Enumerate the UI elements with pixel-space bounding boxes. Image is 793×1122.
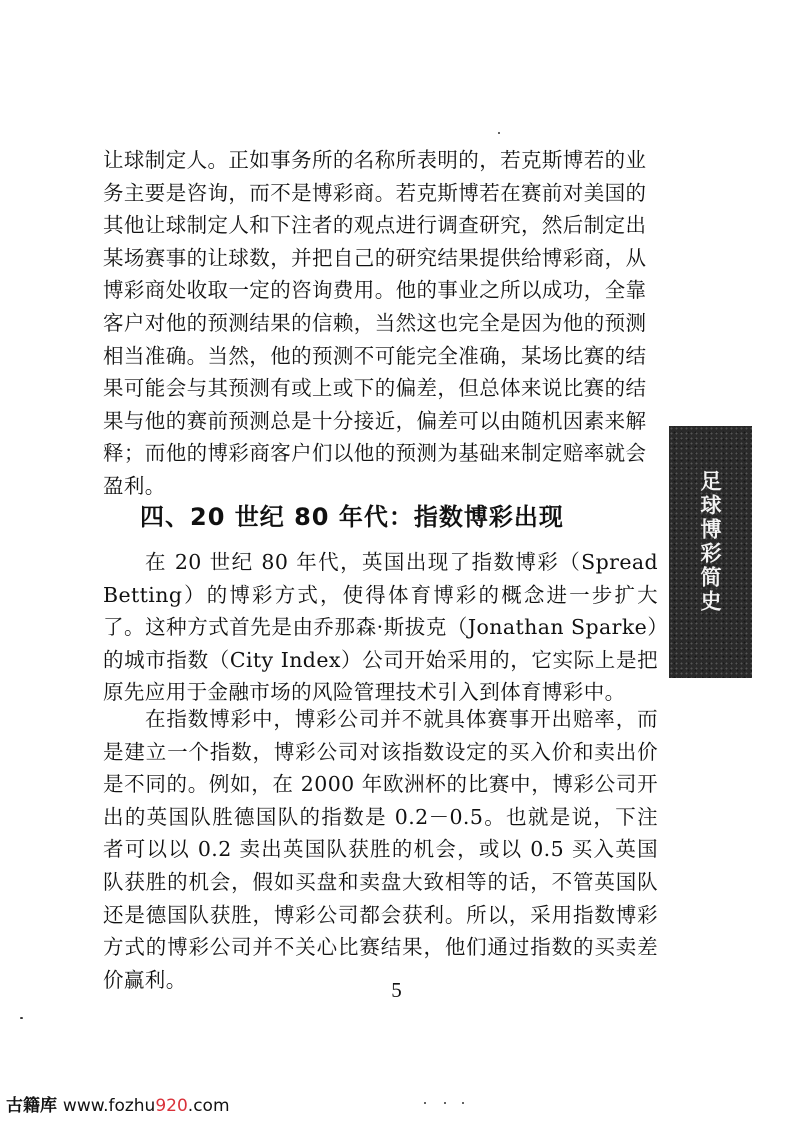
page-number: 5	[391, 978, 402, 1002]
side-tab-title	[669, 470, 752, 670]
paragraph-3: 在指数博彩中，博彩公司并不就具体赛事开出赔率，而是建立一个指数，博彩公司对该指数设定的买入价和卖出价是不同的。例如，在 2000 年欧洲杯的比赛中，博彩公司开出的英国队胜德国队的指数是 0.2－0.5。也就是说，下注者可以以 0.2 卖出英国队获胜的机会，或以 0.5 买入英国队获胜的机会，假如买盘和卖盘大致相等的话，不管英国队还是德国队获胜，博彩公司都会获利。所以，采用指数博彩方式的博彩公司并不关心比赛结果，他们通过指数的买卖差价赢利。	[103, 707, 658, 992]
scan-speck	[498, 132, 500, 134]
section-heading: 四、20 世纪 80 年代：指数博彩出现	[140, 503, 564, 531]
paragraph-1-line: 果可能会与其预测有或上或下的偏差，但总体来说比赛的结	[103, 376, 647, 401]
paragraph-1-line: 博彩商处收取一定的咨询费用。他的事业之所以成功，全靠	[103, 278, 647, 303]
watermark-url-prefix: www.fozhu	[62, 1096, 156, 1116]
paragraph-1-line: 相当准确。当然，他的预测不可能完全准确，某场比赛的结	[103, 343, 647, 368]
scan-speck	[444, 1102, 446, 1104]
paragraph-1	[103, 144, 658, 503]
watermark-url-number: 920	[155, 1096, 188, 1116]
watermark-brand: 古籍库	[6, 1096, 57, 1116]
paragraph-1-line: 盈利。	[103, 473, 166, 498]
paragraph-1-line: 让球制定人。正如事务所的名称所表明的，若克斯博若的业	[103, 148, 647, 172]
paragraph-1-line: 其他让球制定人和下注者的观点进行调查研究，然后制定出	[103, 213, 647, 238]
side-tab-title-text: 足球博彩简史	[698, 470, 723, 614]
scan-speck	[424, 1102, 426, 1104]
scan-speck	[462, 1102, 464, 1104]
paragraph-2: 在 20 世纪 80 年代，英国出现了指数博彩（Spread Betting）的博彩方式，使得体育博彩的概念进一步扩大了。这种方式首先是由乔那森·斯拔克（Jonathan Sparke）的城市指数（City Index）公司开始采用的，它实际上是把原先应用于金融市场的风险管理技术引入到体育博彩中。	[103, 550, 658, 705]
scan-speck	[20, 1017, 23, 1019]
chapter-side-tab	[669, 426, 752, 678]
paragraph-1-line: 果与他的赛前预测总是十分接近，偏差可以由随机因素来解	[103, 408, 647, 433]
site-watermark	[6, 1091, 230, 1116]
paragraph-1-line: 务主要是咨询，而不是博彩商。若克斯博若在赛前对美国的	[103, 180, 647, 205]
watermark-url-suffix: .com	[187, 1096, 230, 1116]
paragraph-1-line: 客户对他的预测结果的信赖，当然这也完全是因为他的预测	[103, 310, 647, 335]
paragraph-1-line: 释；而他的博彩商客户们以他的预测为基础来制定赔率就会	[103, 441, 647, 466]
paragraph-1-line: 某场赛事的让球数，并把自己的研究结果提供给博彩商，从	[103, 245, 647, 270]
